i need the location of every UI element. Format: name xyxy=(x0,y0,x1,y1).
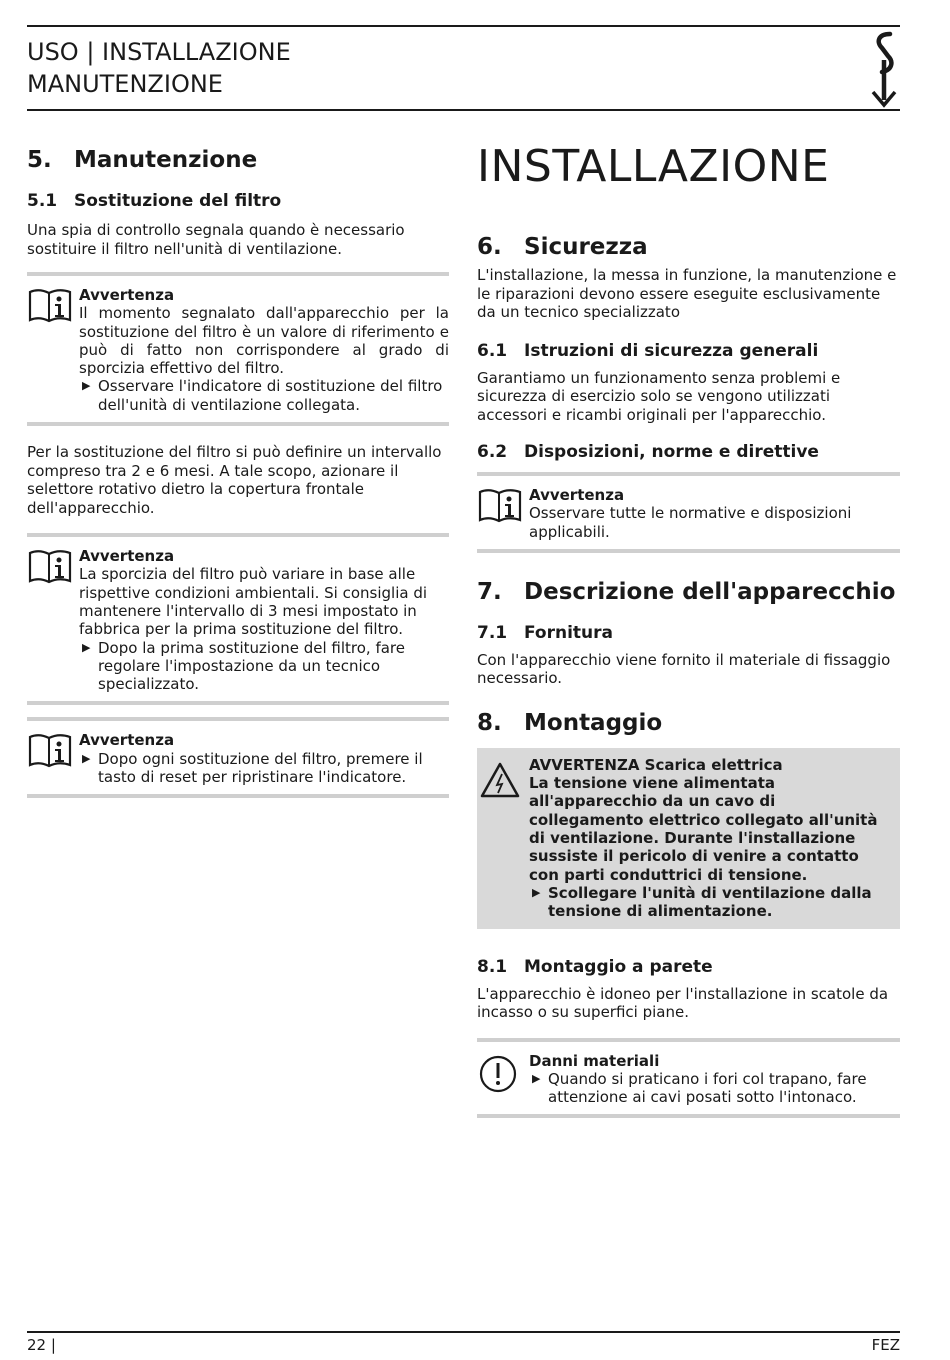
right-column xyxy=(477,140,900,1118)
bullet-text: Scollegare l'unità di ventilazione dalla tensione di alimentazione. xyxy=(548,883,872,921)
header-line-2: MANUTENZIONE xyxy=(27,70,223,98)
product-code: FEZ xyxy=(871,1336,900,1354)
section-title: Disposizioni, norme e direttive xyxy=(524,442,819,462)
bullet-text: Dopo ogni sostituzione del filtro, premere il tasto di reset per ripristinare l'indicatore. xyxy=(98,749,423,787)
note-bullet xyxy=(529,1070,900,1107)
safety-text: L'installazione, la messa in funzione, la manutenzione e le riparazioni devono essere eseguite esclusivamente da un tecnico specializzato xyxy=(477,266,897,321)
note-title: Danni materiali xyxy=(529,1051,660,1070)
section-number: 5.1 xyxy=(27,191,58,211)
material-damage-box xyxy=(477,1038,900,1119)
electric-hazard-icon xyxy=(477,756,529,921)
note-bullet xyxy=(79,377,449,414)
section-number: 8. xyxy=(477,709,502,736)
bullet-arrow-icon: ▶ xyxy=(532,1071,541,1085)
interval-text: Per la sostituzione del filtro si può definire un intervallo compreso tra 2 e 6 mesi. A tale scopo, azionare il selettore rotativo dietro la copertura frontale dell'apparecchio. xyxy=(27,443,442,517)
info-manual-icon xyxy=(27,731,79,786)
section-title: Montaggio xyxy=(524,709,663,736)
section-number: 6. xyxy=(477,234,502,260)
section-number: 6.2 xyxy=(477,442,508,462)
warning-title: AVVERTENZA Scarica elettrica xyxy=(529,755,783,774)
filter-intro-text: Una spia di controllo segnala quando è necessario sostituire il filtro nell'unità di ventilazione. xyxy=(27,221,405,258)
section-6-1-heading xyxy=(477,339,900,363)
bullet-arrow-icon: ▶ xyxy=(82,751,91,765)
section-title: Descrizione dell'apparecchio xyxy=(524,578,896,605)
wall-mount-text: L'apparecchio è idoneo per l'installazione in scatole da incasso o su superfici piane. xyxy=(477,984,889,1022)
bullet-arrow-icon: ▶ xyxy=(82,640,91,654)
brand-logo-icon xyxy=(868,30,900,108)
footer-rule xyxy=(27,1331,900,1333)
section-number: 7. xyxy=(477,578,502,605)
info-manual-icon xyxy=(27,547,79,693)
note-title: Avvertenza xyxy=(529,486,625,504)
section-title: Manutenzione xyxy=(74,147,258,173)
delivery-text: Con l'apparecchio viene fornito il materiale di fissaggio necessario. xyxy=(477,650,891,688)
note-text: Osservare tutte le normative e disposizioni applicabili. xyxy=(529,504,852,541)
section-8-1-heading xyxy=(477,955,900,979)
bullet-arrow-icon: ▶ xyxy=(532,885,541,899)
note-text: Il momento segnalato dall'apparecchio per la sostituzione del filtro è un valore di riferimento e può di fatto non corrispondere al grado di sporcizia effettivo del filtro. xyxy=(79,304,449,378)
note-box xyxy=(477,472,900,553)
section-8-heading xyxy=(477,708,900,738)
bullet-arrow-icon: ▶ xyxy=(82,379,91,393)
section-title: Sicurezza xyxy=(524,234,648,260)
note-box xyxy=(27,533,449,705)
section-7-heading xyxy=(477,577,900,607)
section-5-1-heading xyxy=(27,189,449,213)
info-manual-icon xyxy=(477,486,529,541)
section-7-1-heading xyxy=(477,621,900,645)
note-title: Avvertenza xyxy=(79,731,175,750)
section-title: Montaggio a parete xyxy=(524,956,713,977)
section-number: 5. xyxy=(27,147,52,173)
note-box xyxy=(27,717,449,798)
bullet-text: Quando si praticano i fori col trapano, fare attenzione ai cavi posati sotto l'intonaco. xyxy=(548,1069,867,1107)
bullet-text: Dopo la prima sostituzione del filtro, fare regolare l'impostazione da un tecnico specializzato. xyxy=(98,638,405,694)
note-box xyxy=(27,272,449,426)
section-title: Fornitura xyxy=(524,622,614,643)
section-number: 8.1 xyxy=(477,956,508,977)
exclamation-icon xyxy=(477,1052,529,1107)
page-number: 22 | xyxy=(27,1336,56,1354)
section-number: 6.1 xyxy=(477,340,508,361)
info-manual-icon xyxy=(27,286,79,414)
left-column xyxy=(27,140,449,798)
general-safety-text: Garantiamo un funzionamento senza problemi e sicurezza di esercizio solo se vengono utilizzati accessori e ricambi originali per l'apparecchio. xyxy=(477,368,841,424)
section-title: Istruzioni di sicurezza generali xyxy=(524,340,819,361)
chapter-title: INSTALLAZIONE xyxy=(477,141,830,192)
section-number: 7.1 xyxy=(477,622,508,643)
section-6-heading xyxy=(477,232,900,262)
note-bullet xyxy=(79,639,449,694)
header-rule-top xyxy=(27,25,900,27)
section-6-2-heading xyxy=(477,440,900,464)
note-title: Avvertenza xyxy=(79,547,175,566)
note-title: Avvertenza xyxy=(79,286,175,304)
warning-text: La tensione viene alimentata all'apparecchio da un cavo di collegamento elettrico collegato all'unità di ventilazione. Durante l'installazione sussiste il pericolo di venire a contatto con parti conduttrici di tensione. xyxy=(529,774,878,884)
header-rule-bottom xyxy=(27,109,900,111)
header-line-1: USO | INSTALLAZIONE xyxy=(27,38,291,66)
bullet-text: Osservare l'indicatore di sostituzione del filtro dell'unità di ventilazione collegata. xyxy=(98,377,443,414)
section-title: Sostituzione del filtro xyxy=(74,191,282,211)
page-header xyxy=(27,36,291,100)
electric-warning-box xyxy=(477,748,900,929)
note-text: La sporcizia del filtro può variare in base alle rispettive condizioni ambientali. Si consiglia di mantenere l'intervallo di 3 mesi impostato in fabbrica per la prima sostituzione del filtro. xyxy=(79,565,428,639)
note-bullet xyxy=(79,750,449,787)
section-5-heading xyxy=(27,145,449,175)
warning-bullet xyxy=(529,884,892,921)
